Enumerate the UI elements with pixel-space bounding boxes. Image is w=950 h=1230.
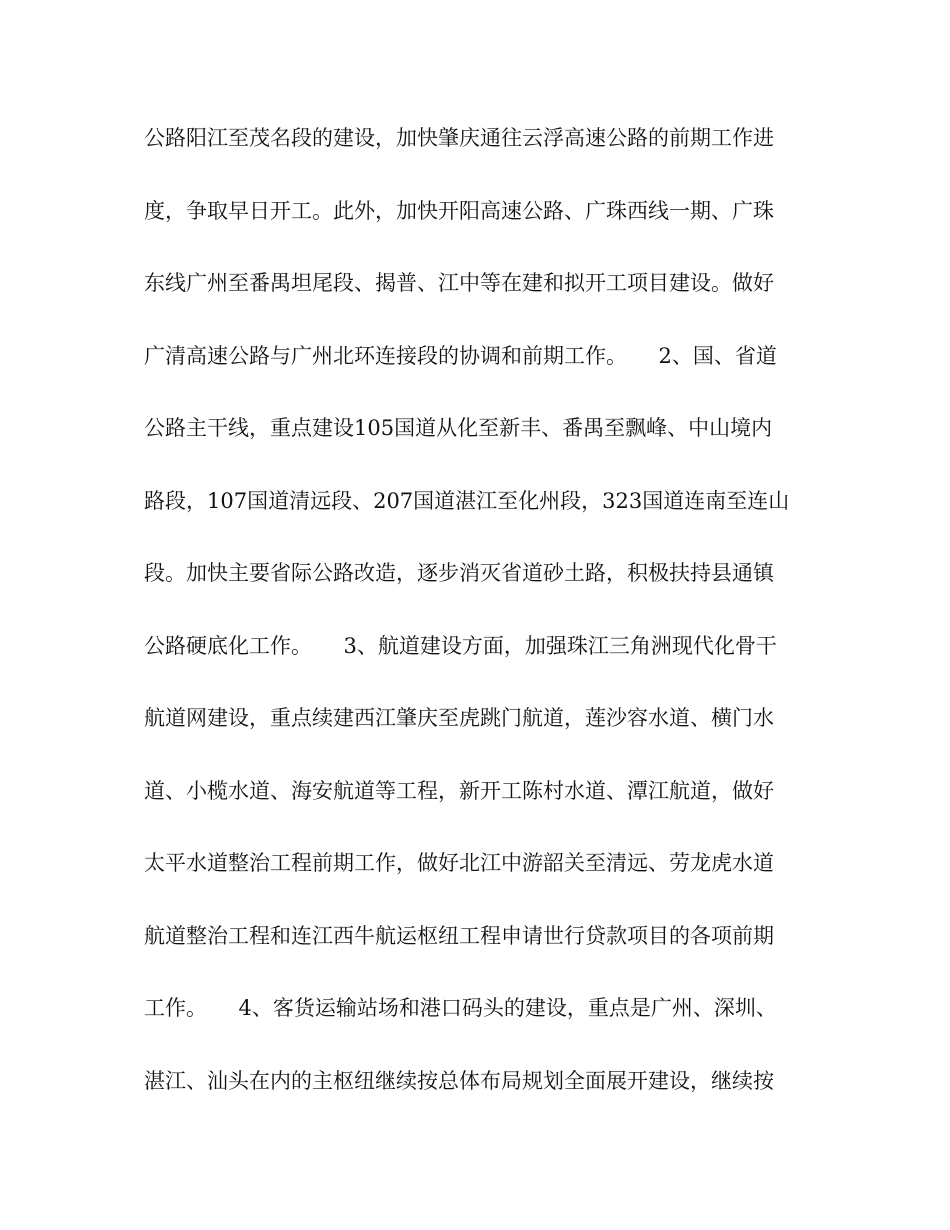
- text-line-9: 航道网建设，重点续建西江肇庆至虎跳门航道，莲沙容水道、横门水: [144, 706, 774, 730]
- text-line-7: 段。加快主要省际公路改造，逐步消灭省道砂土路，积极扶持县通镇: [144, 561, 774, 585]
- body-text: [144, 118, 816, 1133]
- text-line-6: 路段，107国道清远段、207国道湛江至化州段，323国道连南至连山: [144, 488, 790, 513]
- text-line-1: 公路阳江至茂名段的建设，加快肇庆通往云浮高速公路的前期工作进: [144, 126, 774, 150]
- text-line-3: 东线广州至番禺坦尾段、揭普、江中等在建和拟开工项目建设。做好: [144, 271, 774, 295]
- text-line-8: 公路硬底化工作。 3、航道建设方面，加强珠江三角洲现代化骨干: [144, 633, 777, 658]
- text-line-11: 太平水道整治工程前期工作，做好北江中游韶关至清远、劳龙虎水道: [144, 851, 774, 875]
- text-line-5: 公路主干线，重点建设105国道从化至新丰、番禺至飘峰、中山境内: [144, 416, 773, 440]
- text-line-12: 航道整治工程和连江西牛航运枢纽工程申请世行贷款项目的各项前期: [144, 923, 774, 948]
- text-line-10: 道、小榄水道、海安航道等工程，新开工陈村水道、潭江航道，做好: [144, 778, 774, 803]
- text-line-2: 度，争取早日开工。此外，加快开阳高速公路、广珠西线一期、广珠: [144, 198, 774, 223]
- text-line-4: 广清高速公路与广州北环连接段的协调和前期工作。 2、国、省道: [144, 343, 777, 368]
- text-line-13: 工作。 4、客货运输站场和港口码头的建设，重点是广州、深圳、: [144, 996, 777, 1020]
- text-line-14: 湛江、汕头在内的主枢纽继续按总体布局规划全面展开建设，继续按: [144, 1068, 774, 1093]
